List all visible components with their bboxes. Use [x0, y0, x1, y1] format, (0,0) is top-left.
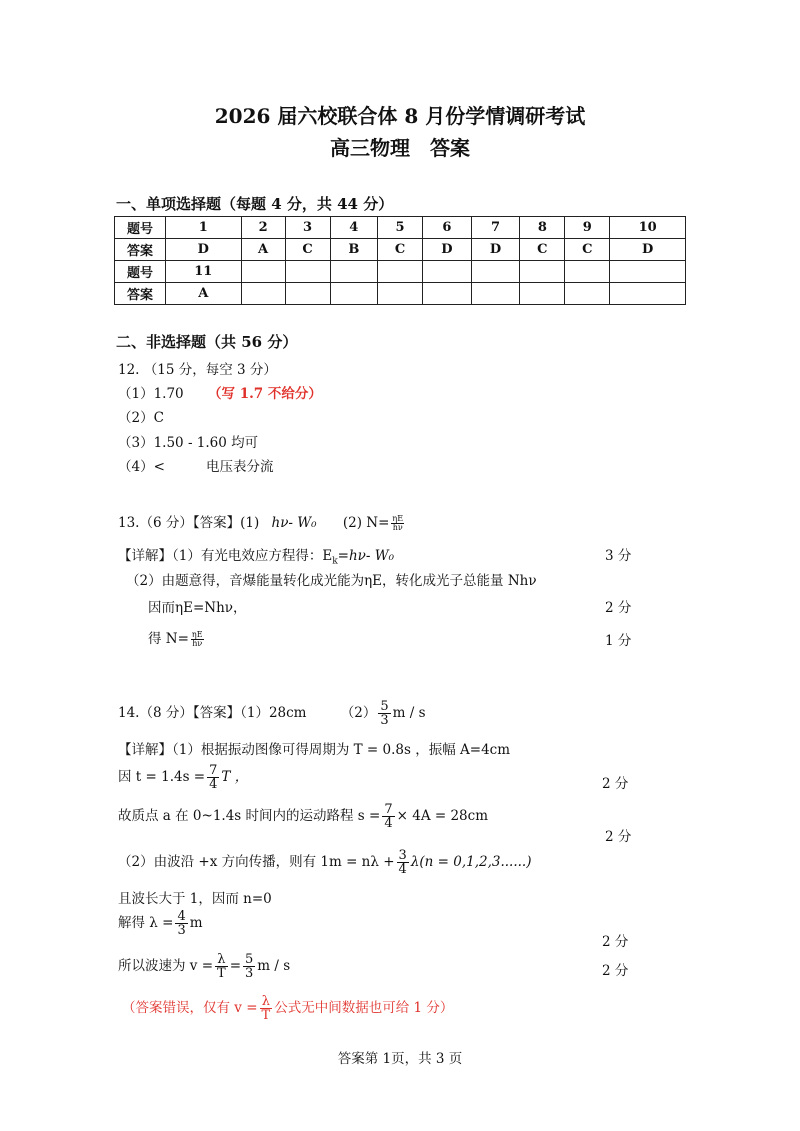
fraction-numerator: ηE — [392, 514, 404, 523]
table-cell: 答案 — [115, 283, 166, 305]
fraction-numerator: λ — [215, 953, 228, 967]
q14-note-fraction — [260, 995, 273, 1022]
q13-score-2: 2 分 — [605, 600, 632, 616]
table-cell — [565, 261, 610, 283]
q14-detail-7-fraction-1 — [215, 953, 228, 980]
table-cell — [520, 261, 565, 283]
q14-detail-4-pre: （2）由波沿 +x 方向传播，则有 1m = nλ + — [118, 854, 395, 870]
q12-answer-3: （3）1.50 - 1.60 均可 — [118, 435, 259, 451]
q14-detail-7-mid: = — [229, 958, 242, 974]
table-cell: 4 — [330, 217, 378, 239]
q14-detail-3-fraction — [382, 803, 394, 830]
exam-title: 2026 届六校联合体 8 月份学情调研考试 — [214, 104, 586, 128]
table-row — [115, 217, 686, 239]
q13-detail-1 — [118, 544, 394, 567]
table-cell — [330, 261, 378, 283]
q12-answer-4-reason: 电压表分流 — [206, 459, 274, 475]
q14-detail-7-fraction-2 — [243, 953, 255, 980]
fraction-denominator: T — [217, 966, 226, 981]
table-cell: 答案 — [115, 239, 166, 261]
table-cell: 10 — [610, 217, 686, 239]
fraction-denominator: 4 — [384, 816, 393, 831]
q13-detail-1-text: 【详解】（1）有光电效应方程得：E — [118, 548, 333, 564]
fraction-denominator: hν — [192, 639, 203, 648]
q13-answer-1: hν- W₀ — [271, 515, 317, 531]
q14-answer-2-unit: m / s — [392, 705, 426, 721]
fraction-numerator: 5 — [380, 699, 389, 714]
table-cell: C — [565, 239, 610, 261]
fraction-numerator: ηE — [191, 630, 203, 639]
q13-score-3: 1 分 — [605, 633, 632, 649]
table-cell: 6 — [423, 217, 472, 239]
fraction-numerator: 4 — [177, 909, 186, 924]
table-cell — [285, 283, 330, 305]
table-cell — [610, 283, 686, 305]
table-cell — [285, 261, 330, 283]
q14-score-4: 2 分 — [602, 963, 629, 979]
fraction-denominator: 3 — [380, 713, 389, 728]
page-footer: 答案第 1页，共 3 页 — [337, 1051, 463, 1067]
q13-detail-4 — [148, 627, 206, 648]
q14-detail-7-post: m / s — [257, 958, 291, 974]
q13-detail-2: （2）由题意得，音爆能量转化成光能为ηE，转化成光子总能量 Nhν — [126, 573, 537, 589]
table-cell: 3 — [285, 217, 330, 239]
fraction-numerator: 7 — [209, 763, 218, 778]
q14-note-post: 公式无中间数据也可给 1 分） — [274, 1000, 454, 1016]
q14-score-2: 2 分 — [605, 829, 632, 845]
q14-detail-3-post: × 4A = 28cm — [396, 808, 489, 824]
table-cell: C — [378, 239, 423, 261]
table-cell: A — [241, 239, 285, 261]
q14-note-pre: （答案错误，仅有 v = — [122, 1000, 258, 1016]
table-cell: 题号 — [115, 217, 166, 239]
q14-detail-2 — [118, 764, 248, 791]
q14-detail-2-pre: 因 t = 1.4s = — [118, 769, 206, 785]
q13-answer-2-label: (2) N= — [342, 515, 390, 531]
q12-answer-1-note: （写 1.7 不给分） — [208, 386, 322, 402]
q12-answer-2: （2）C — [118, 410, 164, 426]
q14-heading — [118, 700, 426, 727]
q13-head-text: 13.（6 分）【答案】(1) — [118, 515, 260, 531]
table-cell — [241, 261, 285, 283]
q14-detail-7 — [118, 953, 290, 980]
table-cell: 7 — [471, 217, 520, 239]
fraction-denominator: 3 — [245, 966, 254, 981]
q13-detail-1-sub: k — [332, 556, 338, 567]
fraction-numerator: 3 — [398, 848, 407, 863]
section1-heading: 一、单项选择题（每题 4 分，共 44 分） — [116, 195, 394, 213]
exam-subtitle: 高三物理 答案 — [330, 136, 470, 160]
q14-score-3: 2 分 — [602, 934, 629, 950]
q14-detail-6-pre: 解得 λ = — [118, 915, 174, 931]
q14-detail-1: 【详解】（1）根据振动图像可得周期为 T = 0.8s ，振幅 A=4cm — [118, 742, 511, 758]
table-cell: 1 — [166, 217, 242, 239]
q13-answer-2-fraction — [391, 515, 404, 532]
table-cell: D — [610, 239, 686, 261]
q13-detail-1-rest: =hν- W₀ — [337, 548, 395, 564]
fraction-numerator: 7 — [384, 802, 393, 817]
q13-detail-4-fraction — [191, 631, 204, 648]
table-cell — [565, 283, 610, 305]
fraction-denominator: T — [261, 1008, 271, 1023]
table-cell: C — [520, 239, 565, 261]
fraction-denominator: hν — [392, 523, 403, 532]
q13-detail-3: 因而ηE=Nhν， — [148, 600, 247, 616]
q14-detail-5: 且波长大于 1，因而 n=0 — [118, 891, 272, 907]
q14-detail-4-post: λ(n = 0,1,2,3......) — [410, 854, 532, 870]
q12-answer-1: （1）1.70 — [118, 386, 184, 402]
table-cell: C — [285, 239, 330, 261]
table-cell — [520, 283, 565, 305]
table-cell: 8 — [520, 217, 565, 239]
q14-detail-2-post: T ， — [221, 769, 249, 785]
table-cell — [378, 261, 423, 283]
q14-detail-2-fraction — [207, 764, 219, 791]
table-cell: 题号 — [115, 261, 166, 283]
table-cell: A — [166, 283, 242, 305]
q14-head-text: 14.（8 分）【答案】（1）28cm — [118, 705, 307, 721]
table-cell: D — [423, 239, 472, 261]
table-cell — [378, 283, 423, 305]
table-row — [115, 283, 686, 305]
fraction-denominator: 4 — [209, 777, 218, 792]
fraction-denominator: 3 — [177, 923, 186, 938]
q14-detail-6-fraction — [175, 910, 187, 937]
table-cell: 9 — [565, 217, 610, 239]
q14-scoring-note — [122, 995, 453, 1022]
table-row — [115, 261, 686, 283]
table-cell: D — [166, 239, 242, 261]
table-cell: 5 — [378, 217, 423, 239]
fraction-numerator: λ — [260, 995, 273, 1009]
table-cell: 2 — [241, 217, 285, 239]
table-cell: 11 — [166, 261, 242, 283]
section2-heading: 二、非选择题（共 56 分） — [116, 333, 298, 351]
fraction-denominator: 4 — [398, 862, 407, 877]
q14-detail-7-pre: 所以波速为 v = — [118, 958, 214, 974]
table-cell — [471, 261, 520, 283]
q14-detail-4 — [118, 849, 531, 876]
fraction-numerator: 5 — [245, 952, 254, 967]
table-cell: B — [330, 239, 378, 261]
table-row — [115, 239, 686, 261]
q14-score-1: 2 分 — [602, 776, 629, 792]
table-cell: D — [471, 239, 520, 261]
q13-heading — [118, 511, 406, 532]
q13-score-1: 3 分 — [605, 548, 632, 564]
table-cell — [471, 283, 520, 305]
q14-detail-3 — [118, 803, 488, 830]
q14-detail-4-fraction — [397, 849, 409, 876]
q12-answer-4: （4）< — [118, 459, 165, 475]
q14-answer-2-label: （2） — [340, 705, 377, 721]
table-cell — [423, 283, 472, 305]
q12-heading: 12. （15 分，每空 3 分） — [118, 362, 277, 378]
q14-answer-2-fraction — [378, 700, 390, 727]
q14-detail-6 — [118, 910, 203, 937]
table-cell — [610, 261, 686, 283]
q13-detail-4-text: 得 N= — [148, 631, 189, 647]
table-cell — [241, 283, 285, 305]
table-cell — [330, 283, 378, 305]
q14-detail-6-post: m — [189, 915, 203, 931]
answer-table — [114, 216, 686, 305]
table-cell — [423, 261, 472, 283]
q14-detail-3-pre: 故质点 a 在 0~1.4s 时间内的运动路程 s = — [118, 808, 381, 824]
